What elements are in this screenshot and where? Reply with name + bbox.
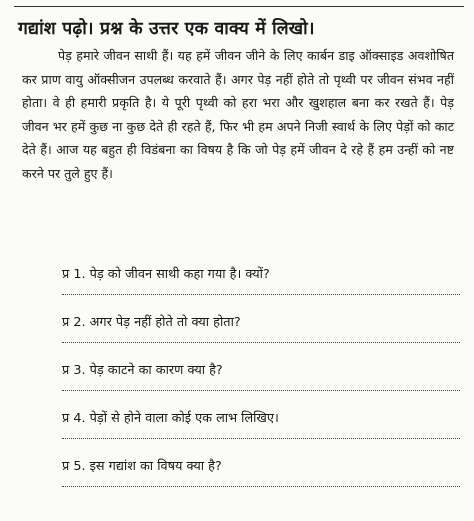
question-text: प्र 2. अगर पेड़ नहीं होते तो क्या होता? bbox=[62, 315, 241, 330]
question-text: प्र 3. पेड़ काटने का कारण क्या है? bbox=[62, 363, 223, 378]
answer-line bbox=[62, 390, 460, 391]
question-text: प्र 1. पेड़ को जीवन साथी कहा गया है। क्यों? bbox=[62, 267, 270, 282]
question-item-5 bbox=[62, 450, 462, 498]
answer-line bbox=[62, 294, 460, 295]
worksheet-title: गद्यांश पढ़ो। प्रश्न के उत्तर एक वाक्य में लिखो। bbox=[18, 19, 315, 39]
question-item-3 bbox=[62, 354, 462, 402]
question-text: प्र 4. पेड़ों से होने वाला कोई एक लाभ लिखिए। bbox=[62, 411, 279, 426]
question-list bbox=[62, 258, 462, 498]
top-border-rule bbox=[14, 6, 464, 7]
reading-passage: पेड़ हमारे जीवन साथी हैं। यह हमें जीवन जीने के लिए कार्बन डाइ ऑक्साइड अवशोषित कर प्राण वायु ऑक्सीजन उपलब्ध करवाते हैं। अगर पेड़ नहीं होते तो पृथ्वी पर जीवन संभव नहीं होता। वे ही हमारी प्रकृति है। ये पूरी पृथ्वी को हरा भरा और खुशहाल बना कर रखते हैं। पेड़ जीवन भर हमें कुछ ना कुछ देते ही रहते हैं, फिर भी हम अपने निजी स्वार्थ के लिए पेड़ों को काट देते हैं। आज यह बहुत ही विडंबना का विषय है कि जो पेड़ हमें जीवन दे रहे हैं हम उन्हीं को नष्ट करने पर तुले हुए हैं। bbox=[22, 48, 454, 181]
answer-line bbox=[62, 486, 460, 487]
answer-line bbox=[62, 438, 460, 439]
question-text: प्र 5. इस गद्यांश का विषय क्या है? bbox=[62, 459, 222, 474]
question-item-2 bbox=[62, 306, 462, 354]
question-item-4 bbox=[62, 402, 462, 450]
question-item-1 bbox=[62, 258, 462, 306]
answer-line bbox=[62, 342, 460, 343]
